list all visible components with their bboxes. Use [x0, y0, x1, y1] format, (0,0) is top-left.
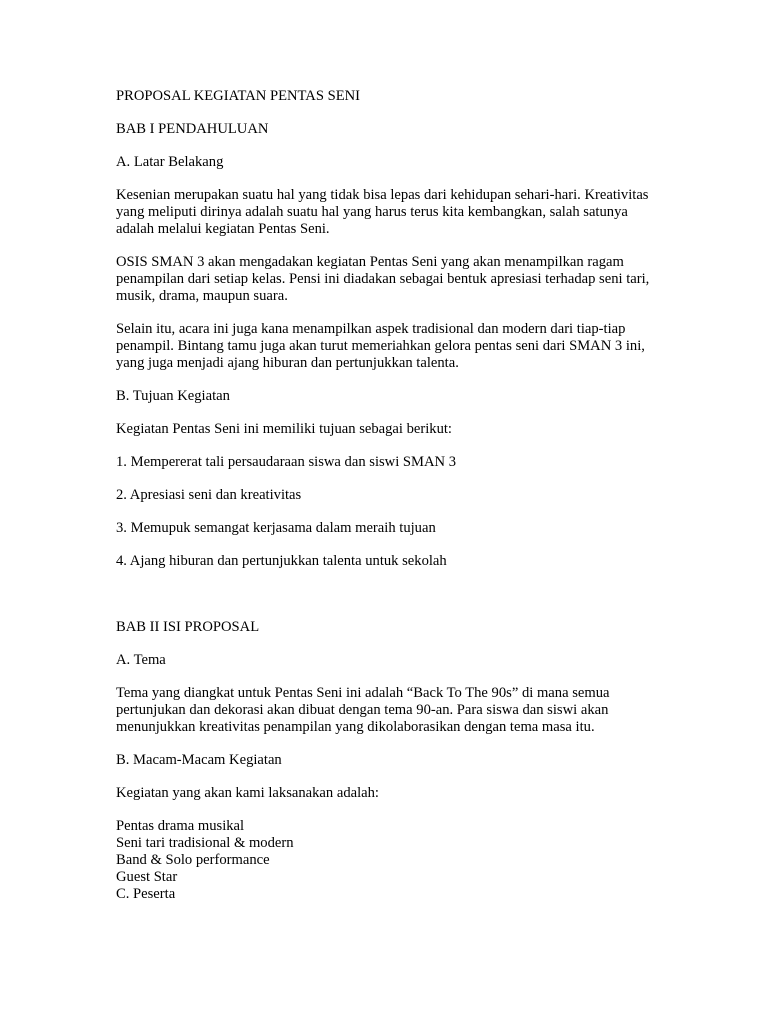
- bab1-heading: BAB I PENDAHULUAN: [116, 121, 269, 137]
- macam-kegiatan-heading: B. Macam-Macam Kegiatan: [116, 752, 282, 768]
- tema-paragraph: Tema yang diangkat untuk Pentas Seni ini adalah “Back To The 90s” di mana semua pertunjukan dan dekorasi akan dibuat dengan tema 90-an. Para siswa dan siswi akan menunjukkan kreativitas penampilan yang dikolaborasikan dengan tema masa itu.: [116, 685, 610, 735]
- kegiatan-list: [116, 818, 656, 903]
- list-item: Band & Solo performance: [116, 852, 270, 868]
- tujuan-item-2: 2. Apresiasi seni dan kreativitas: [116, 487, 302, 503]
- document-title: PROPOSAL KEGIATAN PENTAS SENI: [116, 88, 361, 104]
- list-item: Pentas drama musikal: [116, 818, 245, 834]
- tujuan-item-1: 1. Mempererat tali persaudaraan siswa dan siswi SMAN 3: [116, 454, 457, 470]
- list-item: Seni tari tradisional & modern: [116, 835, 294, 851]
- tujuan-kegiatan-heading: B. Tujuan Kegiatan: [116, 388, 230, 404]
- tema-heading: A. Tema: [116, 652, 166, 668]
- bab2-heading: BAB II ISI PROPOSAL: [116, 619, 260, 635]
- peserta-heading: C. Peserta: [116, 886, 176, 902]
- macam-kegiatan-intro: Kegiatan yang akan kami laksanakan adalah:: [116, 785, 379, 801]
- latar-belakang-heading: A. Latar Belakang: [116, 154, 224, 170]
- tujuan-item-4: 4. Ajang hiburan dan pertunjukkan talenta untuk sekolah: [116, 553, 447, 569]
- latar-belakang-paragraph-2: OSIS SMAN 3 akan mengadakan kegiatan Pentas Seni yang akan menampilkan ragam penampilan dari setiap kelas. Pensi ini diadakan sebagai bentuk apresiasi terhadap seni tari, musik, drama, maupun suara.: [116, 254, 650, 304]
- document-page: [116, 88, 656, 903]
- list-item: Guest Star: [116, 869, 178, 885]
- tujuan-item-3: 3. Memupuk semangat kerjasama dalam meraih tujuan: [116, 520, 436, 536]
- latar-belakang-paragraph-1: Kesenian merupakan suatu hal yang tidak bisa lepas dari kehidupan sehari-hari. Kreativitas yang meliputi dirinya adalah suatu hal yang harus terus kita kembangkan, salah satunya adalah melalui kegiatan Pentas Seni.: [116, 187, 649, 237]
- tujuan-kegiatan-intro: Kegiatan Pentas Seni ini memiliki tujuan sebagai berikut:: [116, 421, 452, 437]
- latar-belakang-paragraph-3: Selain itu, acara ini juga kana menampilkan aspek tradisional dan modern dari tiap-tiap penampil. Bintang tamu juga akan turut memeriahkan gelora pentas seni dari SMAN 3 ini, yang juga menjadi ajang hiburan dan pertunjukkan talenta.: [116, 321, 645, 371]
